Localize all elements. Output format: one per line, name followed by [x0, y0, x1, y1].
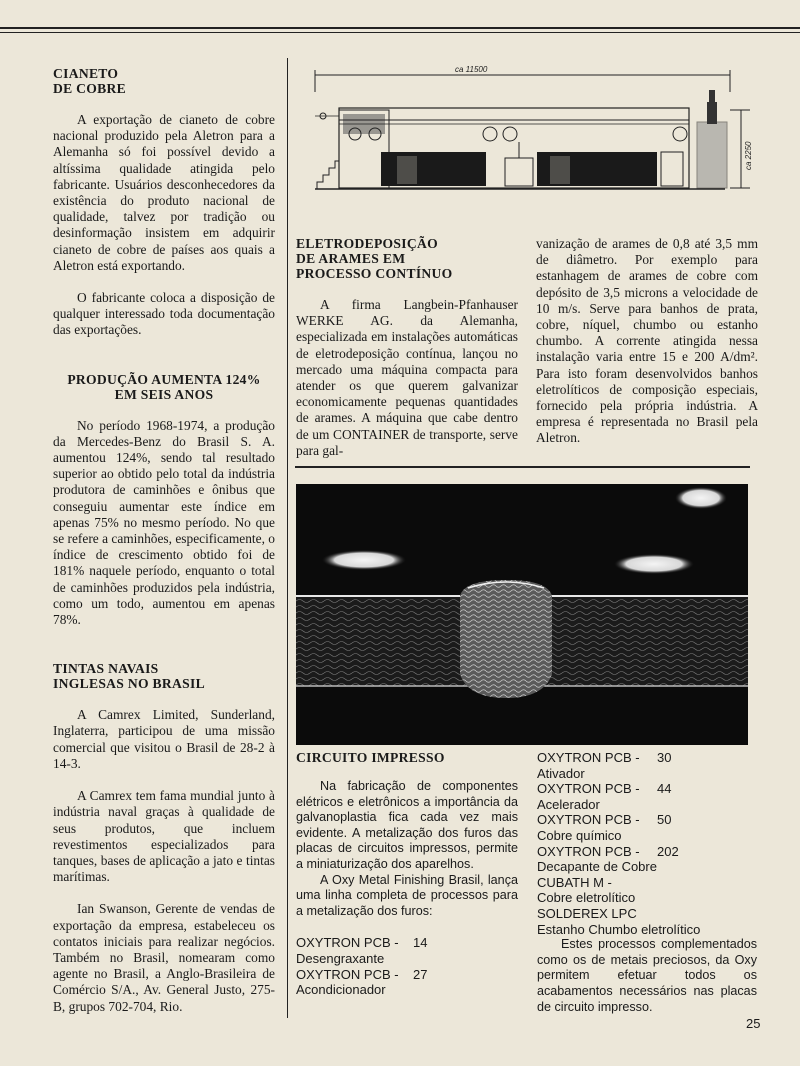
process-item: SOLDEREX LPC — [537, 905, 637, 921]
page-number: 25 — [746, 1016, 761, 1031]
circuit-board-photo — [296, 484, 748, 745]
cianeto-title-line-1: CIANETO — [53, 66, 119, 81]
tintas-paragraph-3: Ian Swanson, Gerente de vendas de exportação da empresa, estabeleceu os contatos iniciais para realizar negócios. Também no Brasil, nomearam como agente no Brasil, a Anglo-Brasileira de Comércio S/A., Av. General Justo, 275-B, grupos 702-704, Rio. — [53, 901, 275, 1014]
tintas-paragraph-2: A Camrex tem fama mundial junto à indústria naval graças à qualidade de seus produtos, que incluem revestimentos especializados para tanques, bases de aplicação a jato e tintas marítimas. — [53, 788, 275, 885]
producao-title — [53, 372, 275, 402]
cianeto-paragraph-2: O fabricante coloca a disposição de qualquer interessado toda documentação das exportações. — [53, 290, 275, 338]
process-desc: Ativador — [537, 765, 585, 781]
circuito-paragraph-2: A Oxy Metal Finishing Brasil, lança uma linha completa de processos para a metalização dos furos: — [296, 872, 518, 918]
cianeto-article — [53, 66, 275, 339]
circuito-paragraph-1: Na fabricação de componentes elétricos e eletrônicos a importância da galvanoplastia fica cada vez mais evidente. A metalização dos furos das placas de circuitos impressos, permite a miniaturização dos aparelhos. — [296, 779, 518, 871]
producao-title-line-1: PRODUÇÃO AUMENTA 124% — [67, 371, 261, 387]
process-desc: Acelerador — [537, 796, 600, 812]
circuito-closing: Estes processos complementados como os de metais preciosos, da Oxy permitem efetuar todos os acabamentos necessários nas placas de circuito impresso. — [537, 937, 757, 1014]
process-desc: Cobre químico — [537, 827, 622, 843]
top-rule — [0, 27, 800, 29]
machine-diagram — [305, 62, 755, 197]
eletro-col-1 — [296, 236, 518, 459]
height-dimension-label: ca 2250 — [744, 141, 753, 170]
process-desc: Decapante de Cobre — [537, 859, 657, 875]
producao-article — [53, 372, 275, 629]
process-item: OXYTRON PCB - 50 — [537, 812, 672, 828]
eletro-col-2 — [536, 236, 758, 447]
column-divider — [287, 58, 288, 1018]
section-rule — [295, 466, 750, 468]
tintas-article — [53, 661, 275, 1014]
tintas-paragraph-1: A Camrex Limited, Sunderland, Inglaterra, participou de uma missão comercial que visitou o Brasil de 28-2 à 14-3. — [53, 707, 275, 771]
eletro-title-line-1: ELETRODEPOSIÇÃO — [296, 236, 438, 251]
tintas-title-line-1: TINTAS NAVAIS — [53, 661, 159, 677]
width-dimension-label: ca 11500 — [455, 65, 488, 74]
process-list-2 — [537, 750, 757, 937]
process-item: OXYTRON PCB - 30 — [537, 750, 672, 765]
process-item: OXYTRON PCB - 202 — [537, 843, 679, 859]
circuito-col-1 — [296, 750, 518, 998]
producao-title-line-2: EM SEIS ANOS — [114, 386, 214, 402]
circuito-col-2 — [537, 750, 757, 1015]
eletro-title — [296, 236, 518, 281]
cianeto-title-line-2: DE COBRE — [53, 81, 127, 96]
left-column — [53, 66, 275, 1015]
process-desc: Acondicionador — [296, 982, 386, 998]
producao-paragraph-1: No período 1968-1974, a produção da Mercedes-Benz do Brasil S. A. aumentou 124%, sendo tal resultado superior ao obtido pelo total da indústria produtora de caminhões e ônibus que conseguiu aumentar este índice em apenas 75% no mesmo período. No que se refere a caminhões, especificamente, o índice de crescimento obtido foi de 181% naquele período, enquanto o total de caminhões produzidos pela indústria, como um todo, aumentou em apenas 78%. — [53, 417, 275, 628]
tintas-title-line-2: INGLESAS NO BRASIL — [53, 676, 205, 692]
eletro-title-line-2: DE ARAMES EM — [296, 251, 406, 266]
process-item: CUBATH M - — [537, 874, 612, 890]
process-desc: Estanho Chumbo eletrolítico — [537, 921, 701, 937]
process-list-1 — [296, 935, 518, 997]
eletro-title-line-3: PROCESSO CONTÍNUO — [296, 266, 453, 281]
process-item: OXYTRON PCB - 27 — [296, 966, 428, 982]
process-desc: Desengraxante — [296, 950, 385, 966]
tintas-title — [53, 661, 275, 691]
cianeto-paragraph-1: A exportação de cianeto de cobre nacional produzido pela Aletron para a Alemanha só foi possível devido a altíssima qualidade atingida pelo fabricante. Usuários desconhecedores da existência do produto nacional de qualidade, talvez por tradição ou desinformação insistem em adquirir cianeto de cobre de países aos quais a Aletron está exportando. — [53, 112, 275, 273]
cianeto-title — [53, 66, 275, 96]
eletro-paragraph-1: A firma Langbein-Pfanhauser WERKE AG. da Alemanha, especializada em instalações automáticas de eletrodeposição contínua, lançou no mercado uma máquina compacta para atender os que querem galvanizar economicamente pequenas quantidades de arames. A máquina que cabe dentro de um CONTAINER de transporte, serve para gal- — [296, 297, 518, 458]
eletro-paragraph-2: vanização de arames de 0,8 até 3,5 mm de diâmetro. Por exemplo para estanhagem de arames de cobre com depósito de 3,5 microns a velocidade de 10 m/s. Serve para banhos de prata, cobre, níquel, chumbo ou estanho chumbo. A corrente atingida nessa instalação varia entre 15 e 200 A/dm². Para isto foram desenvolvidos banhos eletrolíticos de composição especiais, fornecido pela própria indústria. A empresa é representada no Brasil pela Aletron. — [536, 236, 758, 446]
process-item: OXYTRON PCB - 14 — [296, 935, 428, 951]
process-desc: Cobre eletrolítico — [537, 890, 636, 906]
circuito-title: CIRCUITO IMPRESSO — [296, 750, 445, 765]
process-item: OXYTRON PCB - 44 — [537, 781, 672, 797]
top-rule-thin — [0, 32, 800, 33]
